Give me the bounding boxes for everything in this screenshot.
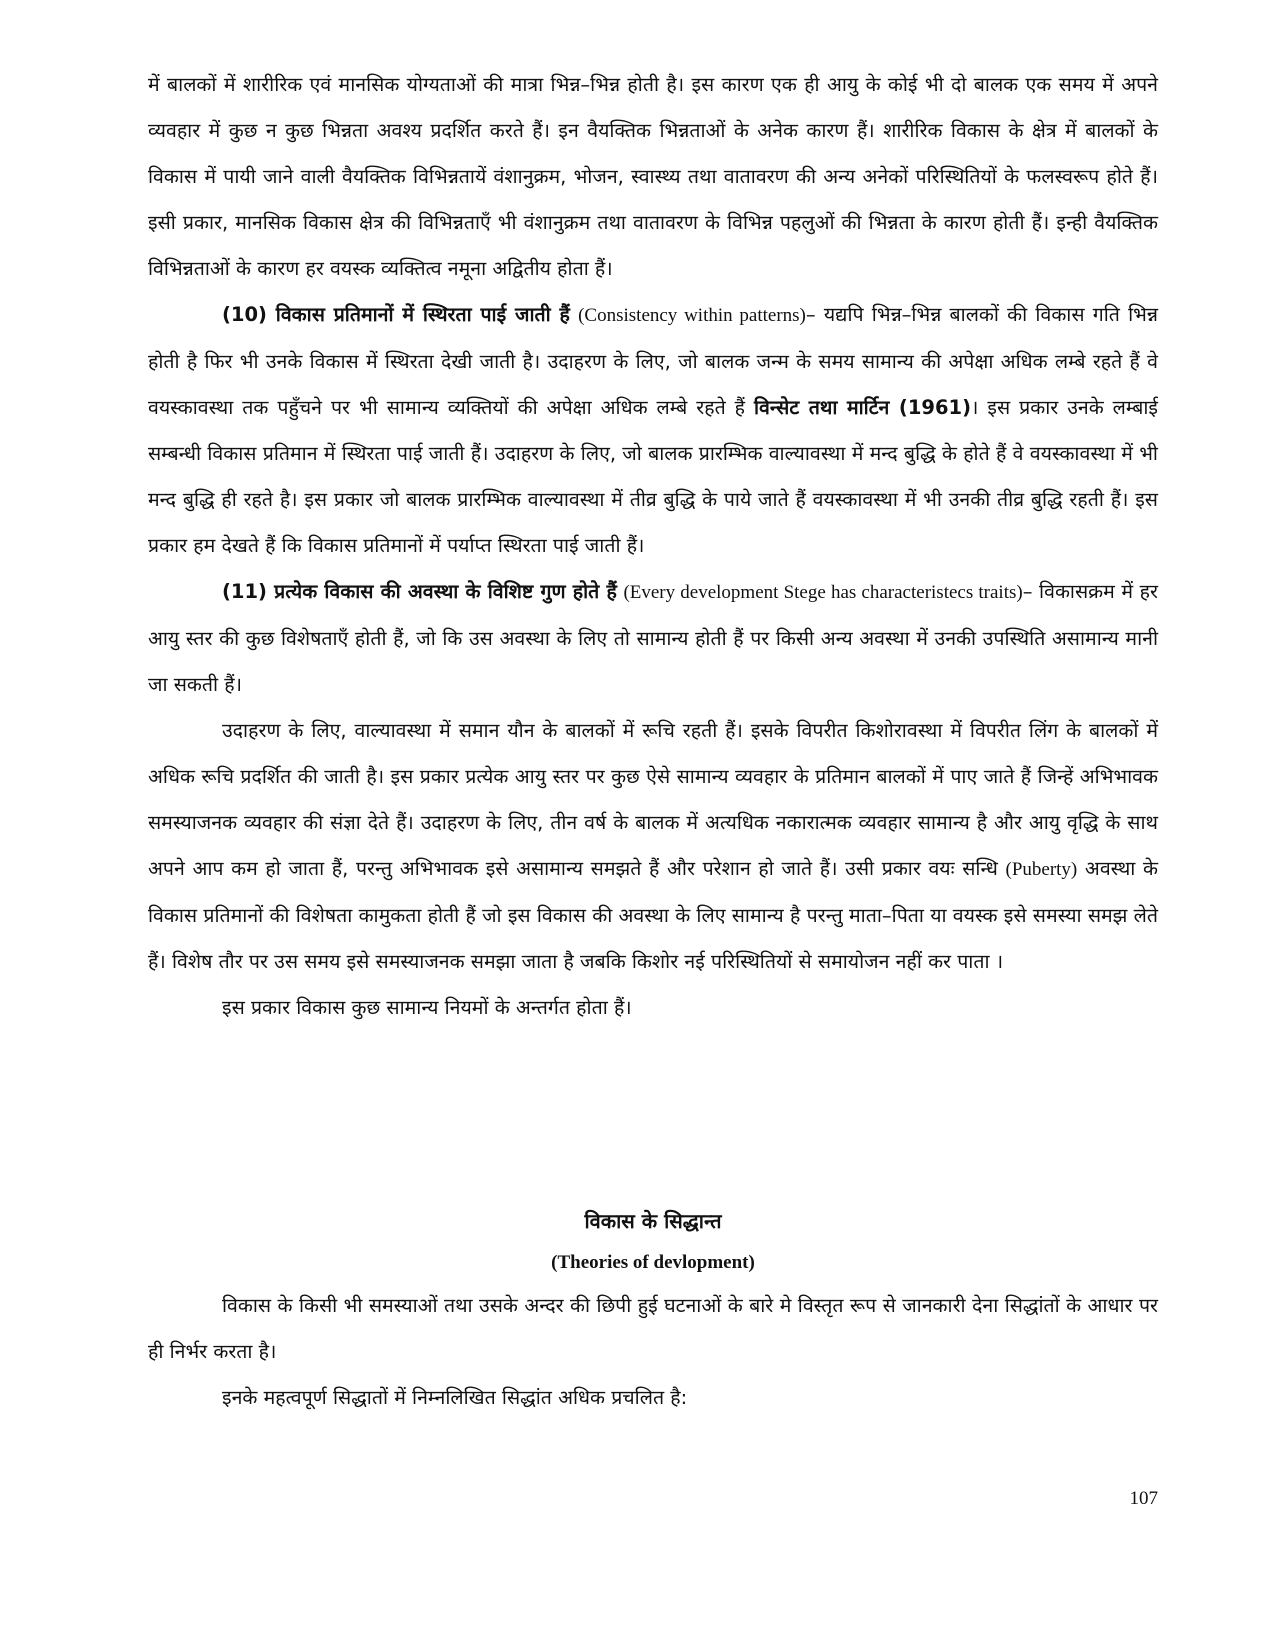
section-title: विकास के सिद्धान्त bbox=[584, 1209, 722, 1233]
example-text-b: अवस्था के विकास प्रतिमानों की विशेषता कामुकता होती हैं जो इस विकास की अवस्था के लिए सामान्य है परन्तु माता–पिता या वयस्क इसे समस्या समझ लेते हैं। विशेष तौर पर उस समय इसे समस्याजनक समझा जाता है जबकि किशोर नई परिस्थितियों से समायोजन नहीं कर पाता । bbox=[148, 857, 1158, 973]
example-english-term: (Puberty) bbox=[1005, 859, 1078, 880]
body-text-upper bbox=[148, 62, 1158, 1031]
example-text-a: उदाहरण के लिए, वाल्यावस्था में समान यौन के बालकों में रूचि रहती हैं। इसके विपरीत किशोरावस्था में विपरीत लिंग के बालकों में अधिक रूचि प्रदर्शित की जाती है। इस प्रकार प्रत्येक आयु स्तर पर कुछ ऐसे सामान्य व्यवहार के प्रतिमान बालकों में पाए जाते हैं जिन्हें अभिभावक समस्याजनक व्यवहार की संज्ञा देते हैं। उदाहरण के लिए, तीन वर्ष के बालक में अत्यधिक नकारात्मक व्यवहार सामान्य है और आयु वृद्धि के साथ अपने आप कम हो जाता हैं, परन्तु अभिभावक इसे असामान्य समझते हैं और परेशान हो जाते हैं। उसी प्रकार वयः सन्धि bbox=[148, 719, 1158, 880]
section-subtitle: (Theories of devlopment) bbox=[551, 1252, 755, 1273]
intro-paragraph: में बालकों में शारीरिक एवं मानसिक योग्यताओं की मात्रा भिन्न–भिन्न होती है। इस कारण एक ही आयु के कोई भी दो बालक एक समय में अपने व्यवहार में कुछ न कुछ भिन्नता अवश्य प्रदर्शित करते हैं। इन वैयक्तिक भिन्नताओं के अनेक कारण हैं। शारीरिक विकास के क्षेत्र में बालकों के विकास में पायी जाने वाली वैयक्तिक विभिन्नतायें वंशानुक्रम, भोजन, स्वास्थ्य तथा वातावरण की अन्य अनेकों परिस्थितियों के फलस्वरूप होते हैं। इसी प्रकार, मानसिक विकास क्षेत्र की विभिन्नताएँ भी वंशानुक्रम तथा वातावरण के विभिन्न पहलुओं की भिन्नता के कारण होती हैं। इन्ही वैयक्तिक विभिन्नताओं के कारण हर वयस्क व्यक्तित्व नमूना अद्वितीय होता हैं। bbox=[148, 73, 1158, 280]
example-paragraph bbox=[148, 708, 1158, 985]
section-10-citation: विन्सेट तथा मार्टिन (1961) bbox=[754, 396, 972, 419]
section-11-english-term: (Every development Stege has characteristecs traits) bbox=[623, 582, 1023, 603]
theories-paragraph: विकास के किसी भी समस्याओं तथा उसके अन्दर की छिपी हुई घटनाओं के बारे मे विस्तृत रूप से जानकारी देना सिद्धांतों के आधार पर ही निर्भर करता है। bbox=[148, 1294, 1158, 1363]
summary-paragraph: इस प्रकार विकास कुछ सामान्य नियमों के अन्तर्गत होता हैं। bbox=[222, 996, 632, 1019]
page-number: 107 bbox=[1129, 1488, 1158, 1509]
section-11-text: – विकासक्रम में हर आयु स्तर की कुछ विशेषताएँ होती हैं, जो कि उस अवस्था के लिए तो सामान्य होती हैं पर किसी अन्य अवस्था में उनकी उपस्थिति असामान्य मानी जा सकती हैं। bbox=[148, 580, 1158, 696]
section-11-heading: (11) प्रत्येक विकास की अवस्था के विशिष्ट गुण होते हैं bbox=[222, 580, 617, 603]
section-10-text-b: । इस प्रकार उनके लम्बाई सम्बन्धी विकास प्रतिमान में स्थिरता पाई जाती हैं। उदाहरण के लिए, जो बालक प्रारम्भिक वाल्यावस्था में मन्द बुद्धि के होते हैं वे वयस्कावस्था में भी मन्द बुद्धि ही रहते है। इस प्रकार जो बालक प्रारम्भिक वाल्यावस्था में तीव्र बुद्धि के पाये जाते हैं वयस्कावस्था में भी उनकी तीव्र बुद्धि रहती हैं। इस प्रकार हम देखते हैं कि विकास प्रतिमानों में पर्याप्त स्थिरता पाई जाती हैं। bbox=[148, 396, 1158, 557]
section-10-text-a: – यद्यपि भिन्न–भिन्न बालकों की विकास गति भिन्न होती है फिर भी उनके विकास में स्थिरता देखी जाती है। उदाहरण के लिए, जो बालक जन्म के समय सामान्य की अपेक्षा अधिक लम्बे रहते हैं वे वयस्कावस्था तक पहुँचने पर भी सामान्य व्यक्तियों की अपेक्षा अधिक लम्बे रहते हैं bbox=[148, 303, 1159, 419]
list-intro-paragraph: इनके महत्वपूर्ण सिद्धातों में निम्नलिखित सिद्धांत अधिक प्रचलित है: bbox=[222, 1386, 688, 1409]
body-text-lower bbox=[148, 1283, 1158, 1421]
section-10-paragraph bbox=[148, 292, 1158, 569]
section-11-paragraph bbox=[148, 569, 1158, 708]
section-10-english-term: (Consistency within patterns) bbox=[578, 305, 806, 326]
section-10-heading: (10) विकास प्रतिमानों में स्थिरता पाई जाती हैं bbox=[222, 303, 570, 326]
